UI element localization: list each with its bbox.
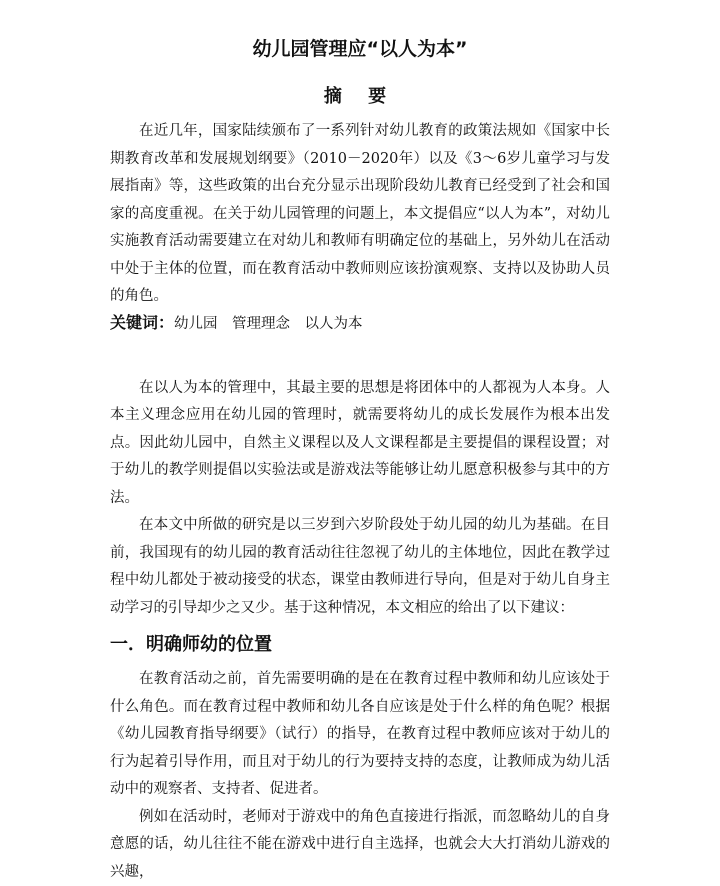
document-title: 幼儿园管理应“以人为本” (110, 0, 610, 62)
abstract-paragraph: 在近几年，国家陆续颁布了一系列针对幼儿教育的政策法规如《国家中长期教育改革和发展规划纲要》（2010－2020年）以及《3～6岁儿童学习与发展指南》等，这些政策的出台充分显示出现阶段幼儿教育已经受到了社会和国家的高度重视。在关于幼儿园管理的问题上，本文提倡应“以人为本”，对幼儿实施教育活动需要建立在对幼儿和教师有明确定位的基础上，另外幼儿在活动中处于主体的位置，而在教育活动中教师则应该扮演观察、支持以及协助人员的角色。 (110, 118, 610, 311)
keywords-text: 幼儿园 管理理念 以人为本 (174, 316, 363, 332)
keywords-line (110, 309, 610, 338)
abstract-heading: 摘 要 (110, 62, 610, 110)
section-heading: 一．明确师幼的位置 (110, 632, 610, 658)
body-paragraph: 在以人为本的管理中，其最主要的思想是将团体中的人都视为人本身。人本主义理念应用在幼儿园的管理时，就需要将幼儿的成长发展作为根本出发点。因此幼儿园中，自然主义课程以及人文课程都是主要提倡的课程设置；对于幼儿的教学则提倡以实验法或是游戏法等能够让幼儿愿意积极参与其中的方法。 (110, 375, 610, 513)
section-paragraph: 例如在活动时，老师对于游戏中的角色直接进行指派，而忽略幼儿的自身意愿的话，幼儿往往不能在游戏中进行自主选择，也就会大大打消幼儿游戏的兴趣， (110, 804, 610, 886)
body-section (110, 375, 610, 623)
keywords-label: 关键词： (110, 313, 174, 332)
section-paragraph: 在教育活动之前，首先需要明确的是在在教育过程中教师和幼儿应该处于什么角色。而在教育过程中教师和幼儿各自应该是处于什么样的角色呢？根据《幼儿园教育指导纲要》（试行）的指导，在教育过程中教师应该对于幼儿的行为起着引导作用，而且对于幼儿的行为要持支持的态度，让教师成为幼儿活动中的观察者、支持者、促进者。 (110, 666, 610, 804)
body-paragraph: 在本文中所做的研究是以三岁到六岁阶段处于幼儿园的幼儿为基础。在目前，我国现有的幼儿园的教育活动往往忽视了幼儿的主体地位，因此在教学过程中幼儿都处于被动接受的状态，课堂由教师进行导向，但是对于幼儿自身主动学习的引导却少之又少。基于这种情况，本文相应的给出了以下建议： (110, 512, 610, 622)
